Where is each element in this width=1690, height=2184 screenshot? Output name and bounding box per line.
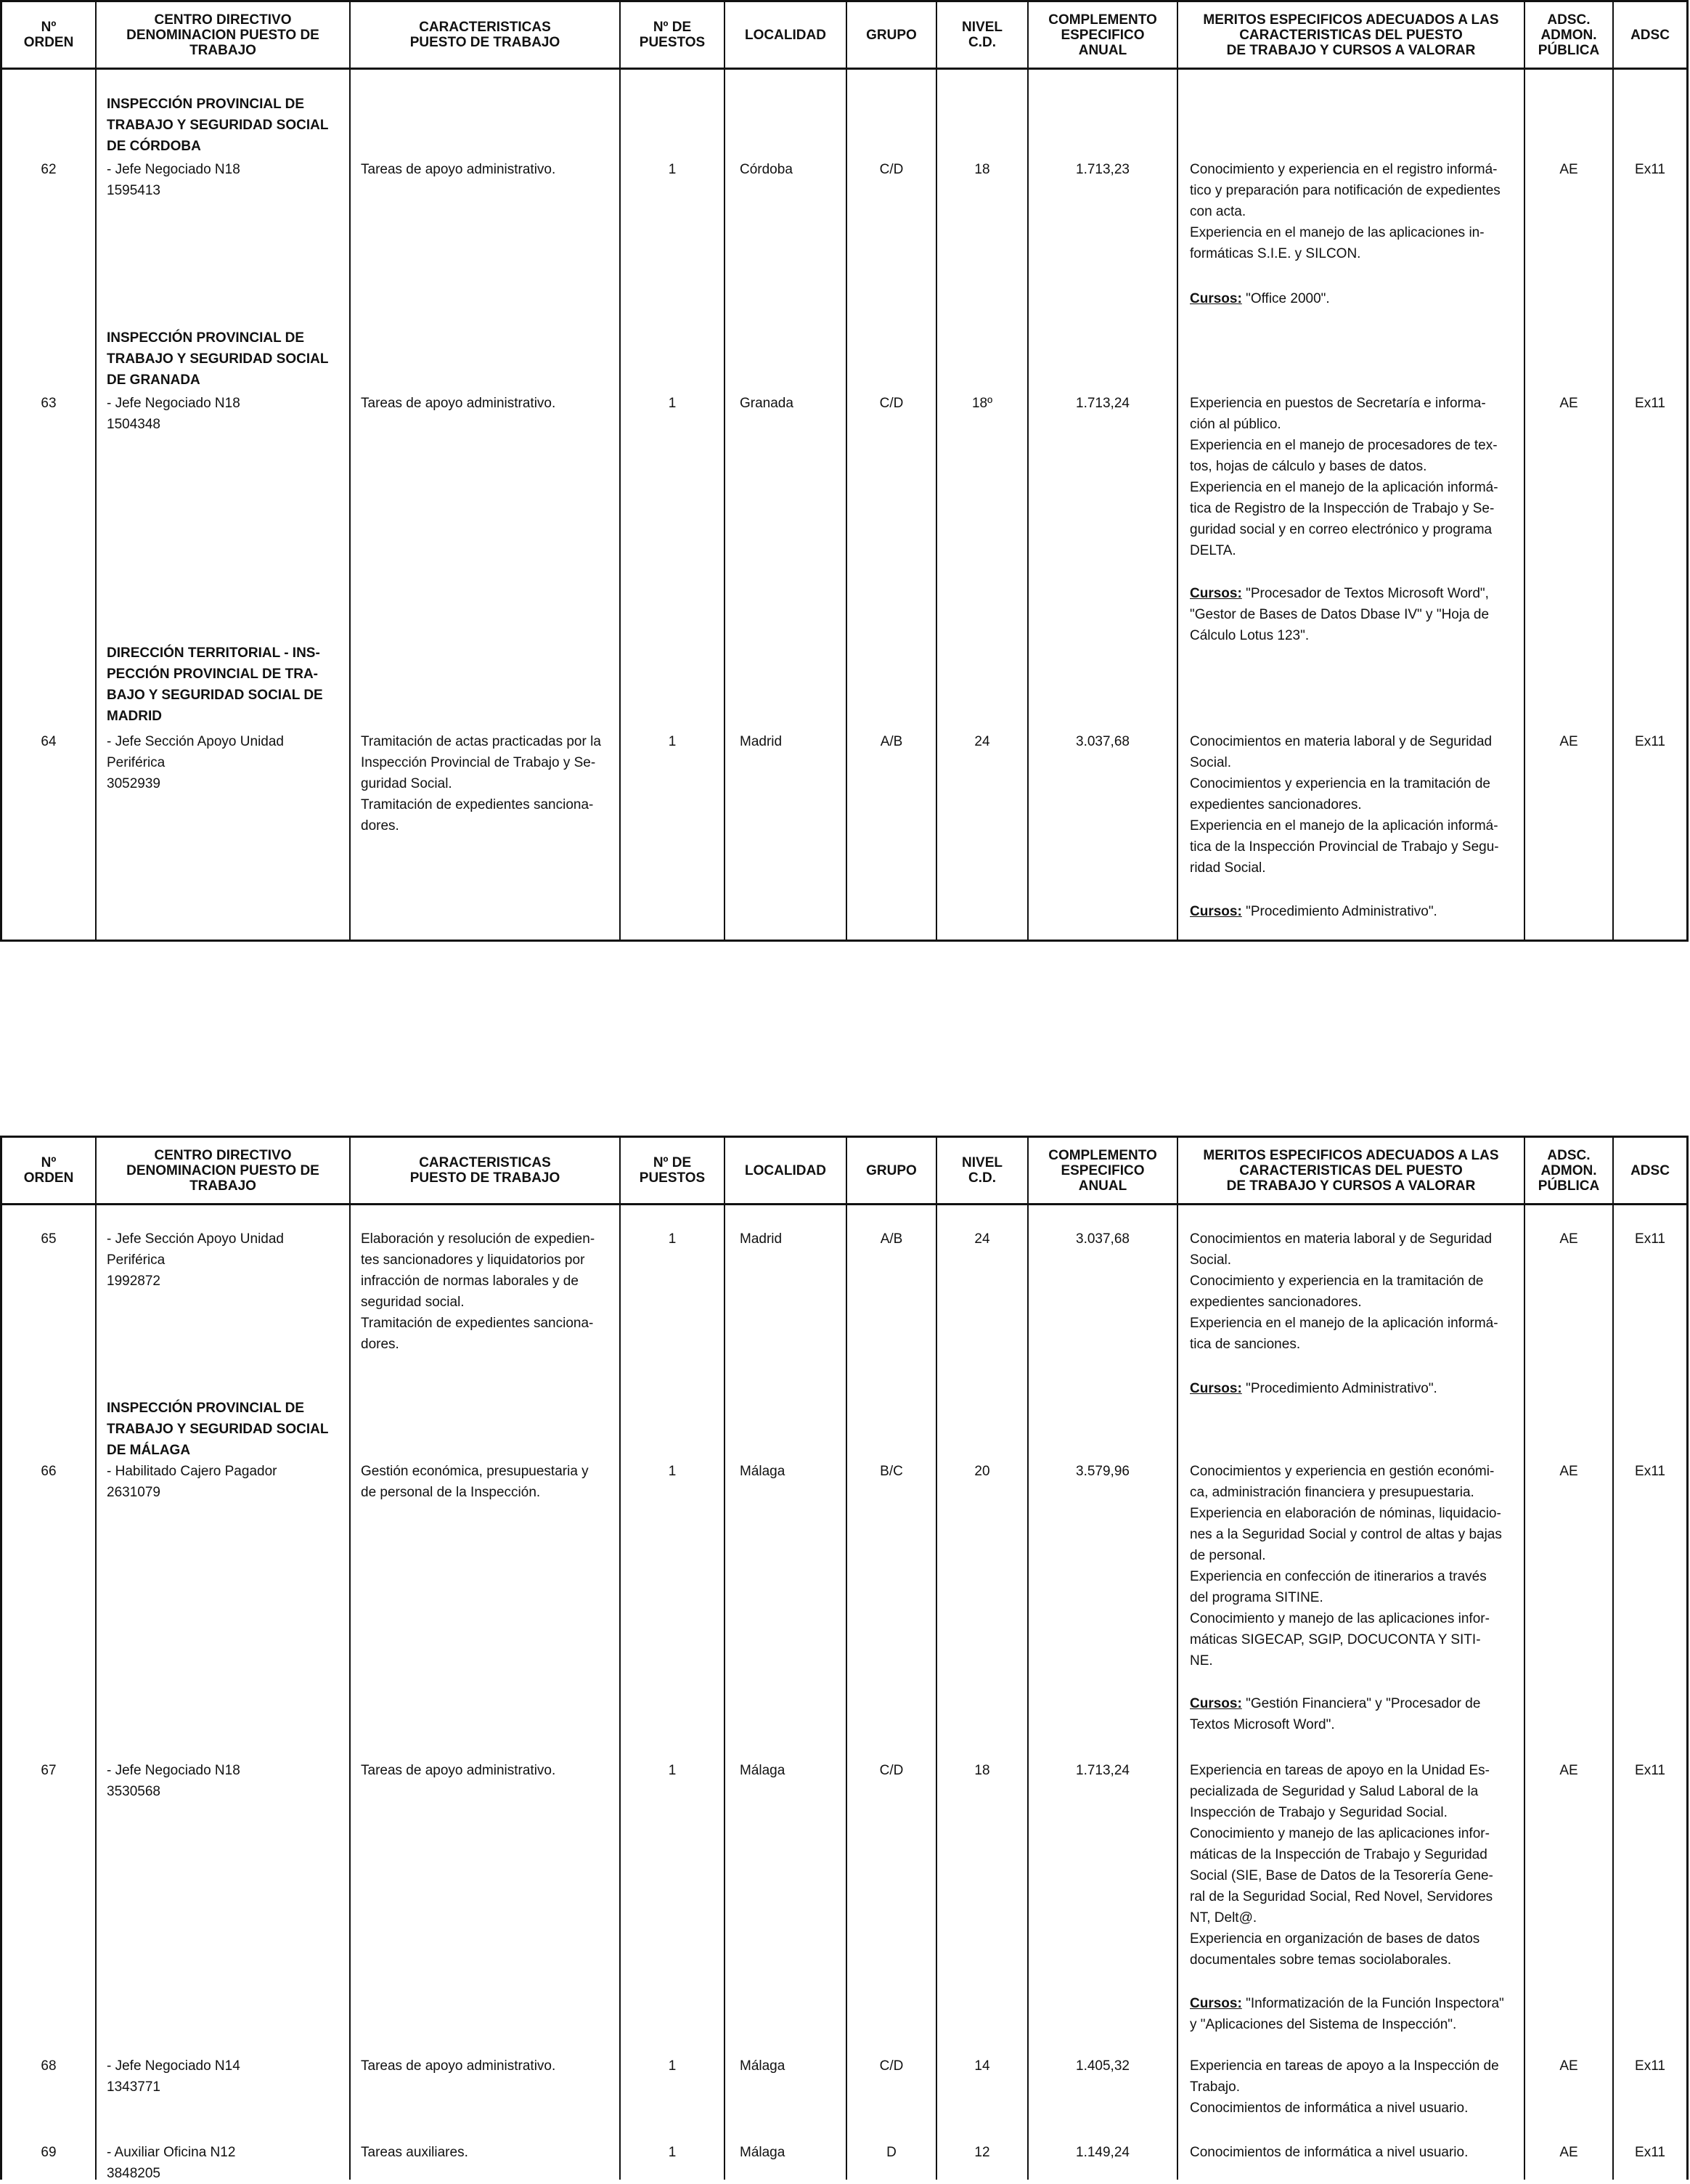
localidad: Málaga (740, 2145, 785, 2160)
header-complemento: COMPLEMENTO ESPECIFICO ANUAL (1048, 12, 1157, 58)
table-header (2, 2, 1686, 70)
caracteristicas-text: Tareas de apoyo administrativo. (361, 2058, 556, 2074)
header-centro: CENTRO DIRECTIVO DENOMINACION PUESTO DE TRABAJO (126, 12, 319, 58)
adsc: Ex11 (1635, 162, 1665, 177)
meritos-text: Conocimientos en materia laboral y de Seguridad Social. Conocimientos y experiencia en la tramitación de expedientes sancionadores. Experiencia en el manejo de la aplicación informá- tica de la Inspección Provincial de Trabajo y Segu- ridad Social. (1190, 734, 1499, 876)
cursos-text: "Procesador de Textos Microsoft Word", "Gestor de Bases de Datos Dbase IV" y "Hoja de Cálculo Lotus 123". (1190, 586, 1490, 643)
grupo: C/D (879, 396, 904, 411)
nivel-cd: 18 (974, 162, 990, 177)
nivel-cd: 24 (974, 1231, 990, 1247)
puesto-denominacion: - Jefe Negociado N18 1595413 (107, 162, 240, 198)
centro-directivo: INSPECCIÓN PROVINCIAL DE TRABAJO Y SEGURIDAD SOCIAL DE GRANADA (107, 330, 329, 388)
puesto-denominacion: - Jefe Sección Apoyo Unidad Periférica 3052939 (107, 734, 284, 791)
header-caracteristicas: CARACTERISTICAS PUESTO DE TRABAJO (409, 20, 560, 50)
localidad: Granada (740, 396, 793, 411)
cursos-label: Cursos: (1190, 1381, 1242, 1396)
num-puestos: 1 (668, 2058, 677, 2074)
complemento-especifico: 1.713,24 (1076, 1763, 1130, 1778)
cursos-line (1190, 1378, 1514, 1399)
caracteristicas-text: Elaboración y resolución de expedien- tes sancionadores y liquidatorios por infracción de normas laborales y de seguridad social. Tramitación de expedientes sanciona- dores. (361, 1231, 595, 1352)
orden-number: 69 (41, 2145, 57, 2160)
header-localidad: LOCALIDAD (745, 1162, 826, 1178)
header-localidad: LOCALIDAD (745, 27, 826, 43)
cursos-line (1190, 288, 1514, 309)
cursos-label: Cursos: (1190, 904, 1242, 919)
localidad: Málaga (740, 2058, 785, 2074)
table-top (0, 0, 1689, 942)
header-caracteristicas: CARACTERISTICAS PUESTO DE TRABAJO (409, 1155, 560, 1186)
caracteristicas-text: Tramitación de actas practicadas por la Inspección Provincial de Trabajo y Se- guridad Social. Tramitación de expedientes sanciona- dores. (361, 734, 601, 834)
caracteristicas-text: Tareas auxiliares. (361, 2145, 468, 2160)
cursos-text: "Procedimiento Administrativo". (1241, 904, 1437, 919)
orden-number: 67 (41, 1763, 57, 1778)
adsc-admon: AE (1559, 396, 1578, 411)
cursos-line (1190, 1693, 1514, 1735)
orden-number: 68 (41, 2058, 57, 2074)
header-puestos: Nº DE PUESTOS (639, 20, 706, 50)
meritos-text: Experiencia en tareas de apoyo en la Unidad Es- pecializada de Seguridad y Salud Laboral de la Inspección de Trabajo y Seguridad Social. Conocimiento y manejo de las aplicaciones infor- máticas de la Inspección de Trabajo y Seguridad Social (SIE, Base de Datos de la Tesorería Gene- ral de la Seguridad Social, Red Novel, Servidores NT, Delt@. Experiencia en organización de bases de datos documentales sobre temas sociolaborales. (1190, 1763, 1493, 1968)
puesto-denominacion: - Jefe Negociado N18 3530568 (107, 1763, 240, 1799)
cursos-label: Cursos: (1190, 586, 1242, 601)
num-puestos: 1 (668, 2145, 677, 2160)
adsc-admon: AE (1559, 1763, 1578, 1778)
cursos-label: Cursos: (1190, 1996, 1242, 2011)
adsc-admon: AE (1559, 1464, 1578, 1479)
grupo: D (886, 2145, 897, 2160)
orden-number: 62 (41, 162, 57, 177)
num-puestos: 1 (668, 162, 677, 177)
adsc-admon: AE (1559, 2145, 1578, 2160)
meritos-text: Conocimientos y experiencia en gestión económi- ca, administración financiera y presupuestaria. Experiencia en elaboración de nóminas, liquidacio- nes a la Seguridad Social y control de altas y bajas de personal. Experiencia en confección de itinerarios a través del programa SITINE. Conocimiento y manejo de las aplicaciones infor- máticas SIGECAP, SGIP, DOCUCONTA Y SITI- NE. (1190, 1464, 1502, 1668)
adsc-admon: AE (1559, 734, 1578, 749)
puesto-denominacion: - Jefe Sección Apoyo Unidad Periférica 1992872 (107, 1231, 284, 1289)
header-grupo: GRUPO (866, 27, 917, 43)
meritos-text: Conocimientos en materia laboral y de Seguridad Social. Conocimiento y experiencia en la tramitación de expedientes sancionadores. Experiencia en el manejo de la aplicación informá- tica de sanciones. (1190, 1231, 1498, 1352)
header-meritos: MERITOS ESPECIFICOS ADECUADOS A LAS CARACTERISTICAS DEL PUESTO DE TRABAJO Y CURSOS A VALORAR (1203, 12, 1499, 58)
cursos-line (1190, 1993, 1514, 2035)
adsc: Ex11 (1635, 1763, 1665, 1778)
nivel-cd: 24 (974, 734, 990, 749)
complemento-especifico: 3.037,68 (1076, 734, 1130, 749)
header-adsc: ADSC (1630, 1162, 1670, 1178)
meritos-text: Experiencia en tareas de apoyo a la Inspección de Trabajo. Conocimientos de informática a nivel usuario. (1190, 2058, 1499, 2116)
caracteristicas-text: Gestión económica, presupuestaria y de personal de la Inspección. (361, 1464, 589, 1500)
meritos-text: Conocimiento y experiencia en el registro informá- tico y preparación para notificación de expedientes con acta. Experiencia en el manejo de las aplicaciones in- formáticas S.I.E. y SILCON. (1190, 162, 1501, 261)
caracteristicas-text: Tareas de apoyo administrativo. (361, 396, 556, 411)
num-puestos: 1 (668, 396, 677, 411)
header-grupo: GRUPO (866, 1162, 917, 1178)
cursos-text: "Office 2000". (1241, 291, 1330, 306)
caracteristicas-text: Tareas de apoyo administrativo. (361, 162, 556, 177)
complemento-especifico: 1.149,24 (1076, 2145, 1130, 2160)
header-orden: Nº ORDEN (23, 1155, 74, 1186)
adsc: Ex11 (1635, 2145, 1665, 2160)
header-complemento: COMPLEMENTO ESPECIFICO ANUAL (1048, 1147, 1157, 1194)
grupo: B/C (880, 1464, 903, 1479)
num-puestos: 1 (668, 1464, 677, 1479)
complemento-especifico: 1.713,24 (1076, 396, 1130, 411)
adsc: Ex11 (1635, 734, 1665, 749)
adsc: Ex11 (1635, 1231, 1665, 1247)
puesto-denominacion: - Jefe Negociado N18 1504348 (107, 396, 240, 432)
nivel-cd: 12 (974, 2145, 990, 2160)
meritos-text: Experiencia en puestos de Secretaría e informa- ción al público. Experiencia en el manejo de procesadores de tex- tos, hojas de cálculo y bases de datos. Experiencia en el manejo de la aplicación informá- tica de Registro de la Inspección de Trabajo y Se- guridad social y en correo electrónico y programa DELTA. (1190, 396, 1498, 558)
nivel-cd: 20 (974, 1464, 990, 1479)
puesto-denominacion: - Auxiliar Oficina N12 3848205 (107, 2145, 236, 2181)
cursos-label: Cursos: (1190, 1696, 1242, 1711)
adsc-admon: AE (1559, 2058, 1578, 2074)
grupo: C/D (879, 2058, 904, 2074)
num-puestos: 1 (668, 734, 677, 749)
adsc-admon: AE (1559, 162, 1578, 177)
complemento-especifico: 1.713,23 (1076, 162, 1130, 177)
table-header (2, 1138, 1686, 1205)
meritos-text: Conocimientos de informática a nivel usuario. (1190, 2145, 1469, 2160)
cursos-text: "Informatización de la Función Inspectora" y "Aplicaciones del Sistema de Inspección". (1190, 1996, 1504, 2032)
header-orden: Nº ORDEN (23, 20, 74, 50)
nivel-cd: 18 (974, 1763, 990, 1778)
grupo: C/D (879, 1763, 904, 1778)
num-puestos: 1 (668, 1763, 677, 1778)
centro-directivo: INSPECCIÓN PROVINCIAL DE TRABAJO Y SEGURIDAD SOCIAL DE CÓRDOBA (107, 97, 329, 154)
complemento-especifico: 3.037,68 (1076, 1231, 1130, 1247)
adsc: Ex11 (1635, 1464, 1665, 1479)
table-bottom (0, 1136, 1689, 2180)
localidad: Córdoba (740, 162, 793, 177)
localidad: Madrid (740, 734, 783, 749)
cursos-line (1190, 583, 1514, 646)
header-centro: CENTRO DIRECTIVO DENOMINACION PUESTO DE TRABAJO (126, 1147, 319, 1194)
header-nivel: NIVEL C.D. (962, 1155, 1003, 1186)
num-puestos: 1 (668, 1231, 677, 1247)
cursos-label: Cursos: (1190, 291, 1242, 306)
caracteristicas-text: Tareas de apoyo administrativo. (361, 1763, 556, 1778)
grupo: A/B (880, 734, 903, 749)
header-meritos: MERITOS ESPECIFICOS ADECUADOS A LAS CARACTERISTICAS DEL PUESTO DE TRABAJO Y CURSOS A VALORAR (1203, 1147, 1499, 1194)
grupo: A/B (880, 1231, 903, 1247)
cursos-text: "Gestión Financiera" y "Procesador de Textos Microsoft Word". (1190, 1696, 1481, 1732)
header-adsc-admon: ADSC. ADMON. PÚBLICA (1538, 1147, 1600, 1194)
localidad: Málaga (740, 1763, 785, 1778)
nivel-cd: 14 (974, 2058, 990, 2074)
adsc: Ex11 (1635, 2058, 1665, 2074)
header-adsc-admon: ADSC. ADMON. PÚBLICA (1538, 12, 1600, 58)
cursos-line (1190, 901, 1514, 922)
header-puestos: Nº DE PUESTOS (639, 1155, 706, 1186)
nivel-cd: 18º (971, 396, 993, 411)
header-nivel: NIVEL C.D. (962, 20, 1003, 50)
orden-number: 65 (41, 1231, 57, 1247)
centro-directivo: DIRECCIÓN TERRITORIAL - INS- PECCIÓN PROVINCIAL DE TRA- BAJO Y SEGURIDAD SOCIAL DE MADRID (107, 645, 323, 724)
localidad: Málaga (740, 1464, 785, 1479)
localidad: Madrid (740, 1231, 783, 1247)
grupo: C/D (879, 162, 904, 177)
orden-number: 63 (41, 396, 57, 411)
adsc-admon: AE (1559, 1231, 1578, 1247)
complemento-especifico: 3.579,96 (1076, 1464, 1130, 1479)
header-adsc: ADSC (1630, 27, 1670, 43)
centro-directivo: INSPECCIÓN PROVINCIAL DE TRABAJO Y SEGURIDAD SOCIAL DE MÁLAGA (107, 1401, 329, 1458)
puesto-denominacion: - Jefe Negociado N14 1343771 (107, 2058, 240, 2095)
puesto-denominacion: - Habilitado Cajero Pagador 2631079 (107, 1464, 277, 1500)
orden-number: 66 (41, 1464, 57, 1479)
orden-number: 64 (41, 734, 57, 749)
adsc: Ex11 (1635, 396, 1665, 411)
cursos-text: "Procedimiento Administrativo". (1241, 1381, 1437, 1396)
complemento-especifico: 1.405,32 (1076, 2058, 1130, 2074)
